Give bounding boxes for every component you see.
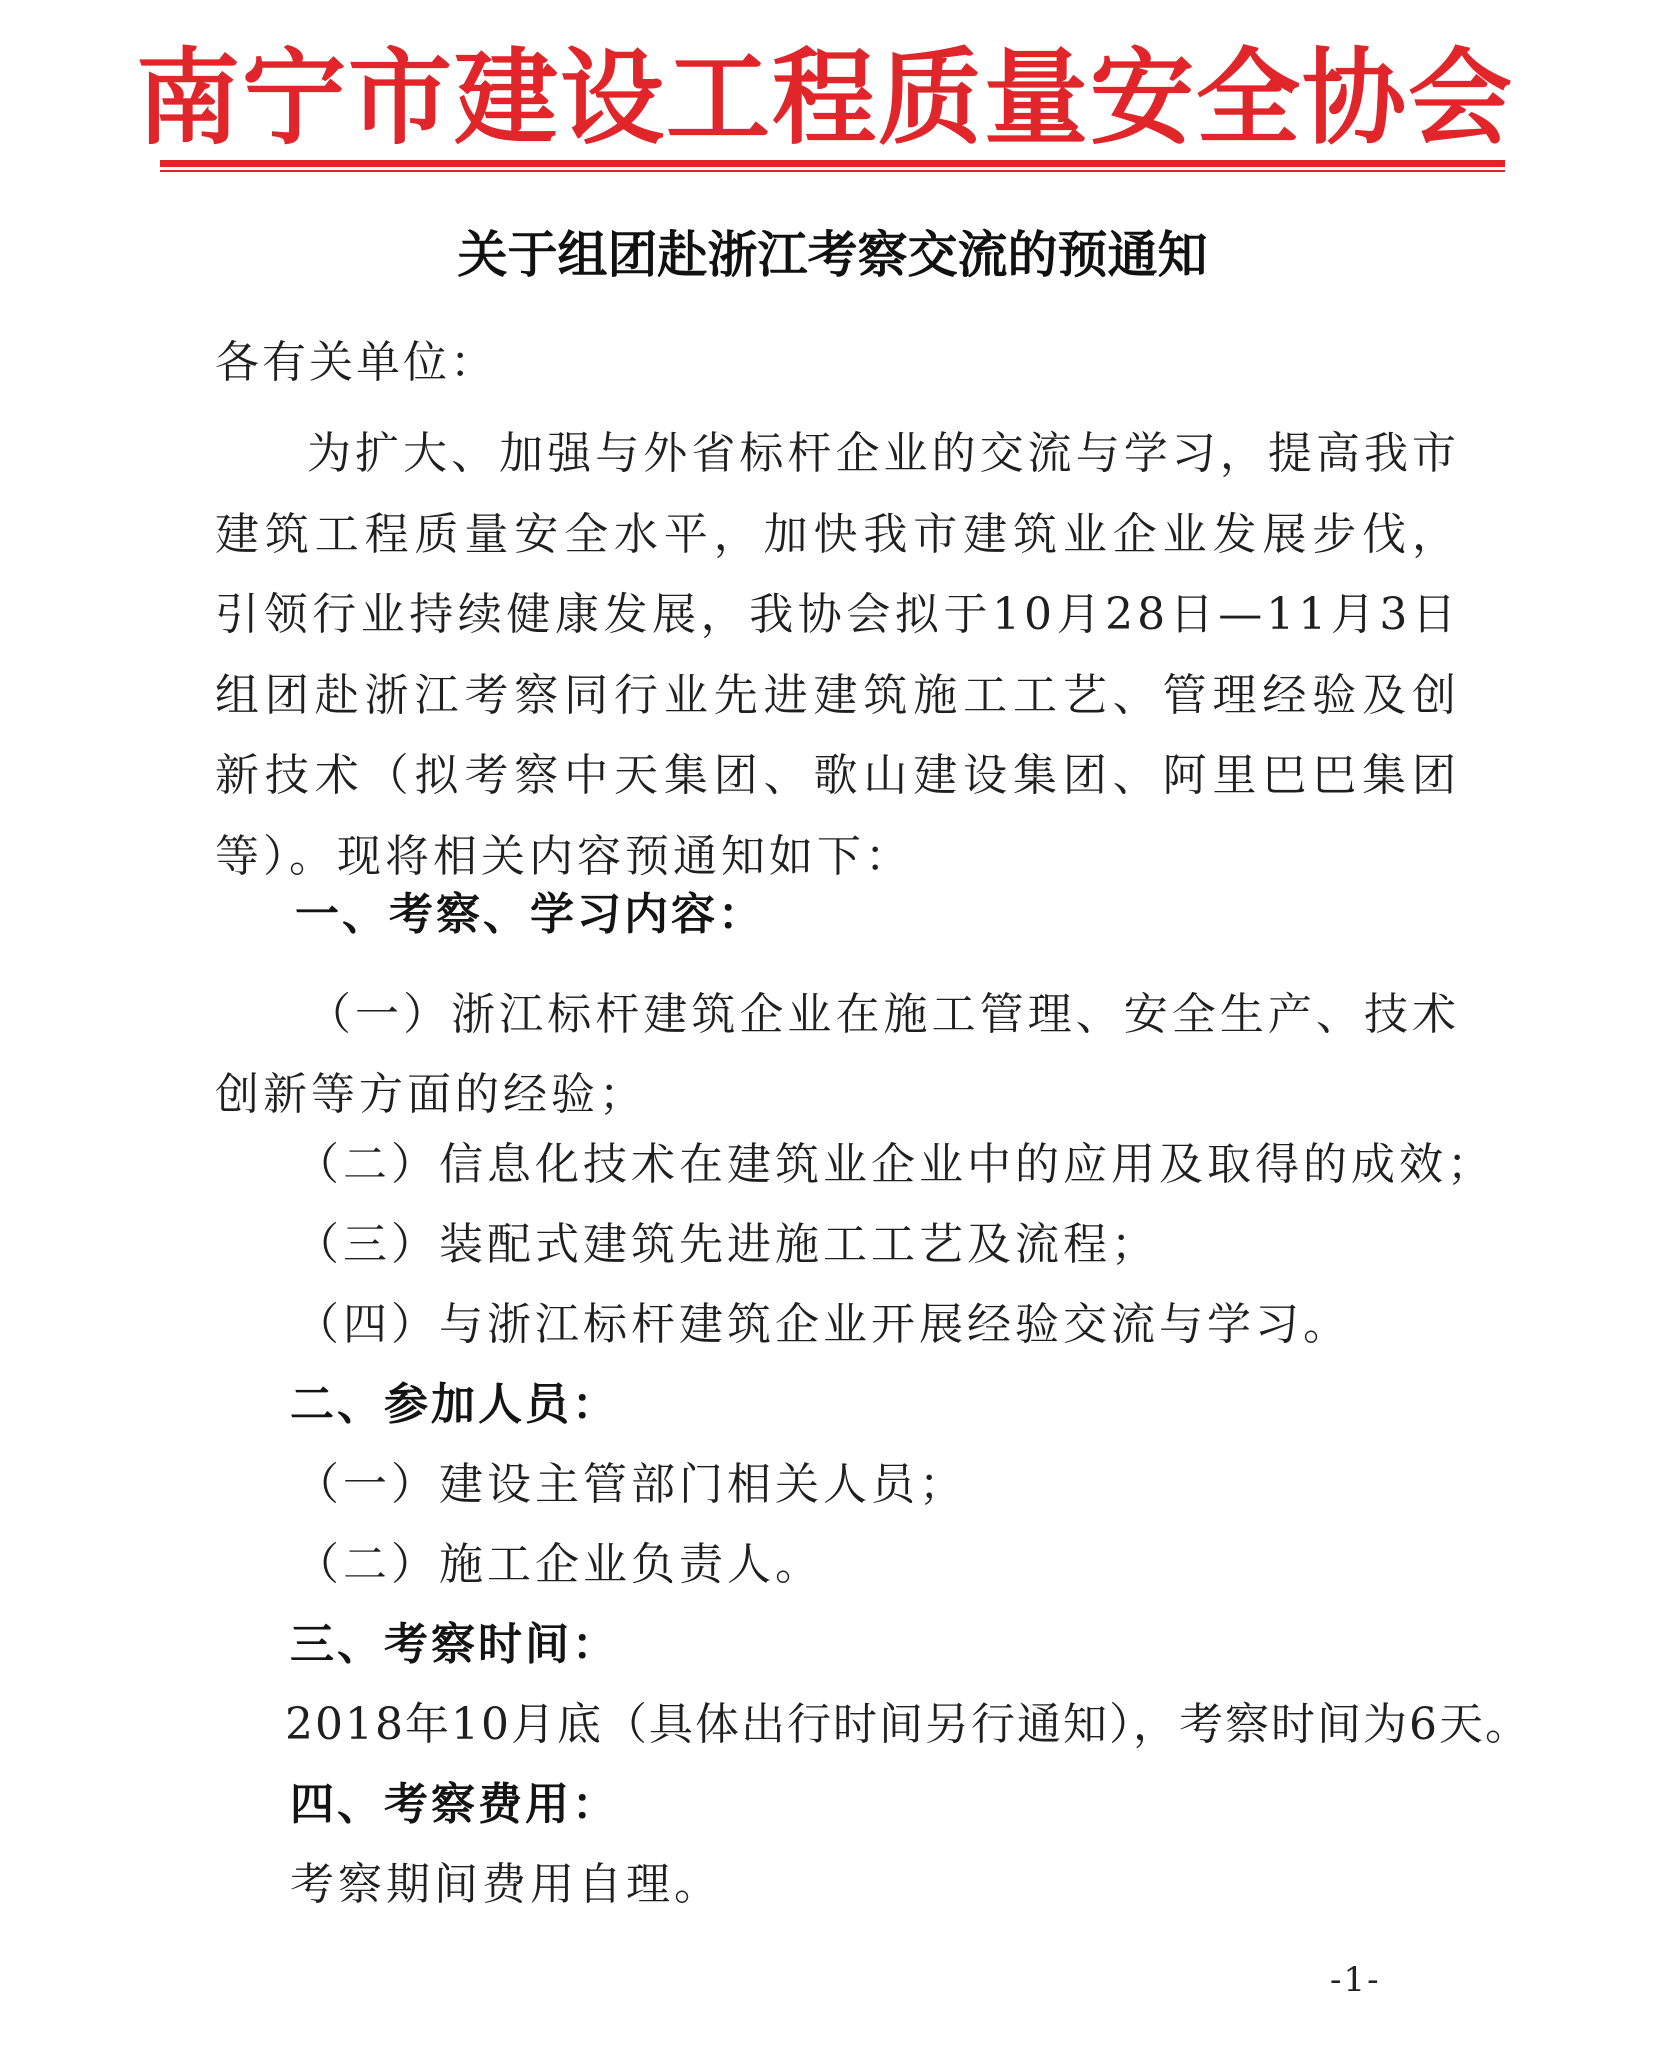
- section-3-item-1: 2018年10月底（具体出行时间另行通知），考察时间为6天。: [285, 1699, 1531, 1750]
- section-heading: 二、参加人员：: [290, 1379, 619, 1430]
- section-1-item-4: （四）与浙江标杆建筑企业开展经验交流与学习。: [295, 1299, 1351, 1350]
- section-heading: 一、考察、学习内容：: [295, 889, 765, 940]
- document-title: 关于组团赴浙江考察交流的预通知: [457, 225, 1208, 284]
- section-1-item-3: （三）装配式建筑先进施工工艺及流程；: [295, 1219, 1159, 1270]
- letterhead-rule-thin: [160, 170, 1505, 172]
- letterhead: [136, 36, 1515, 159]
- section-heading: 四、考察费用：: [290, 1779, 619, 1830]
- section-1-item-2: （二）信息化技术在建筑业企业中的应用及取得的成效；: [295, 1139, 1495, 1190]
- section-2-item-1: （一）建设主管部门相关人员；: [295, 1459, 967, 1510]
- page-number: -1-: [1330, 1960, 1381, 2000]
- section-4-item-1: 考察期间费用自理。: [290, 1859, 722, 1910]
- intro-paragraph: 为扩大、加强与外省标杆企业的交流与学习，提高我市建筑工程质量安全水平，加快我市建筑业企业发展步伐，引领行业持续健康发展，我协会拟于10月28日—11月3日组团赴浙江考察同行业先进建筑施工工艺、管理经验及创新技术（拟考察中天集团、歌山建设集团、阿里巴巴集团等）。现将相关内容预通知如下：: [215, 428, 1460, 882]
- letterhead-rule: [160, 160, 1505, 167]
- salutation: 各有关单位：: [215, 337, 497, 388]
- letterhead-organization: 南宁市建设工程质量安全协会: [136, 36, 1515, 159]
- section-2-item-2: （二）施工企业负责人。: [295, 1539, 823, 1590]
- section-1-item-1: （一）浙江标杆建筑企业在施工管理、安全生产、技术创新等方面的经验；: [215, 989, 1460, 1120]
- section-heading: 三、考察时间：: [290, 1619, 619, 1670]
